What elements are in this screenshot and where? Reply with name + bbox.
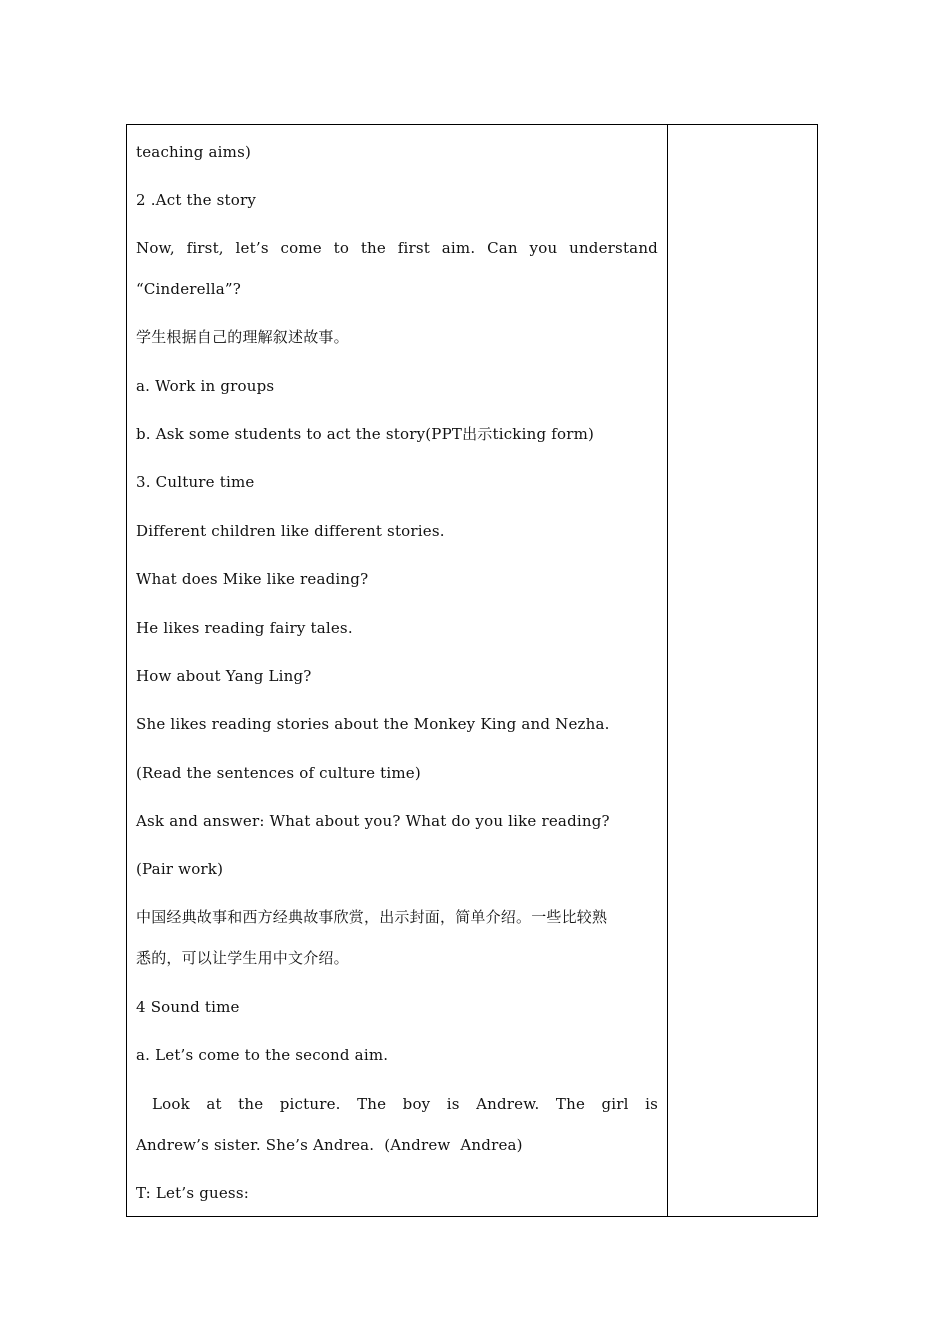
text-line: “Cinderella”? [136,280,241,298]
section-heading: 2 .Act the story [136,191,257,209]
text-line: What does Mike like reading? [136,570,369,588]
section-heading: 3. Culture time [136,473,255,491]
text-line: T: Let’s guess: [136,1184,249,1202]
text-line: 中国经典故事和西方经典故事欣赏，出示封面，简单介绍。一些比较熟 [136,908,608,926]
text-line-justified: Look at the picture. The boy is Andrew. The girl is [152,1095,658,1113]
text-line: (Read the sentences of culture time) [136,764,421,782]
text-line: Different children like different stories. [136,522,445,540]
text-line: She likes reading stories about the Monkey King and Nezha. [136,715,610,733]
list-item: a. Let’s come to the second aim. [136,1046,389,1064]
text-line: 悉的，可以让学生用中文介绍。 [136,949,349,967]
text-line: He likes reading fairy tales. [136,619,353,637]
lesson-table [126,124,818,1217]
list-item: b. Ask some students to act the story(PPT出示ticking form) [136,425,595,443]
text-line: How about Yang Ling? [136,667,312,685]
text-line: 学生根据自己的理解叙述故事。 [136,328,349,346]
section-heading: 4 Sound time [136,998,240,1016]
text-line-justified: Now, first, let’s come to the first aim. Can you understand [136,239,658,257]
procedure-cell [127,125,667,1216]
list-item: a. Work in groups [136,377,275,395]
text-line: (Pair work) [136,860,224,878]
text-line: Andrew’s sister. She’s Andrea. (Andrew Andrea) [136,1136,523,1154]
text-line: teaching aims) [136,143,252,161]
text-line: Ask and answer: What about you? What do you like reading? [136,812,610,830]
notes-cell [668,125,817,1216]
